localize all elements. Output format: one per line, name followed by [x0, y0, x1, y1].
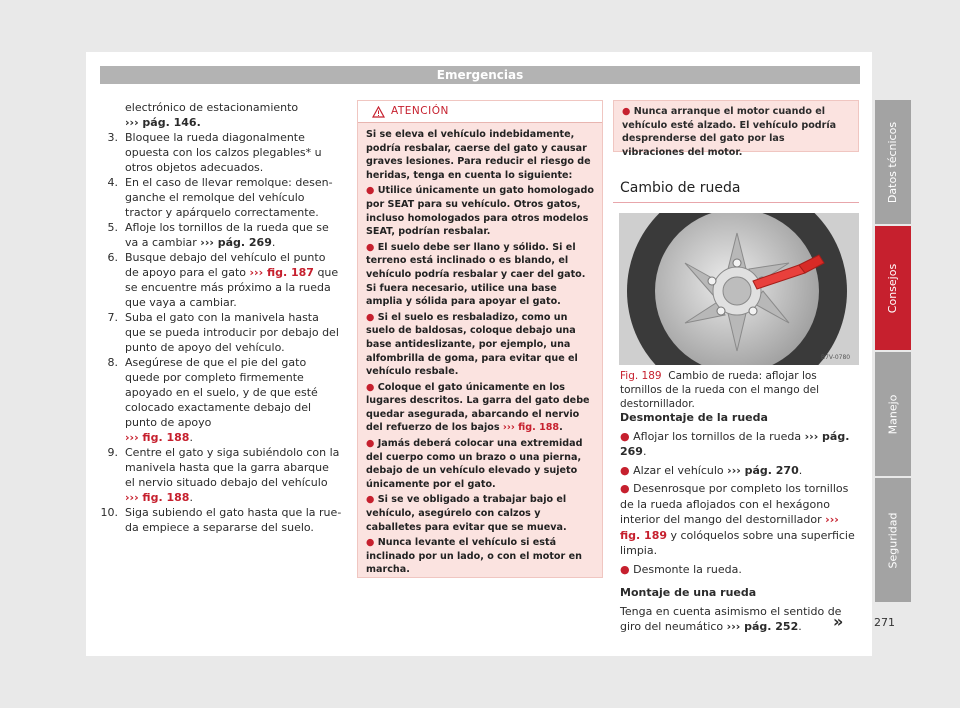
- list-item: 9. Centre el gato y siga subiéndolo con la manivela hasta que la garra abarque el nervio situado debajo del vehículo ››› fig. 188.: [107, 446, 340, 504]
- tab-consejos[interactable]: Consejos: [875, 226, 911, 350]
- list-item: ● Desenrosque por completo los tornillos de la rueda aflojados con el hexágono interior del mango del destornillador ››› fig. 189 y colóquelos sobre una superficie limpia.: [620, 482, 855, 557]
- list-item: ● Jamás deberá colocar una extremidad del cuerpo como un brazo o una pierna, debajo de un vehículo elevado y sujeto únicamente por el gato.: [366, 438, 583, 490]
- figure-ref[interactable]: ››› fig. 188: [125, 431, 190, 444]
- montaje-text: Tenga en cuenta asimismo el sentido de giro del neumático ››› pág. 252.: [620, 604, 842, 633]
- subsection-title: Montaje de una rueda: [620, 586, 757, 599]
- warning-intro: Si se eleva el vehículo indebidamente, podría resbalar, caerse del gato y causar graves lesiones. Para reducir el riesgo de heridas, tenga en cuenta lo siguiente:: [366, 129, 591, 181]
- section-title: Cambio de rueda: [620, 180, 741, 196]
- list-item: 5. Afloje los tornillos de la rueda que se va a cambiar ››› pág. 269.: [107, 221, 329, 249]
- page-ref[interactable]: ››› pág. 269: [200, 236, 272, 249]
- list-item: ● Nunca levante el vehículo si está inclinado por un lado, o con el motor en marcha.: [366, 537, 582, 576]
- chapter-header: Emergencias: [100, 66, 860, 84]
- warning-title: ATENCIÓN: [391, 104, 449, 117]
- figure-label: Fig. 189: [620, 370, 662, 382]
- tab-datos-tecnicos[interactable]: Datos técnicos: [875, 100, 911, 224]
- warning-box: [357, 100, 603, 578]
- figure-caption: Fig. 189 Cambio de rueda: aflojar los tornillos de la rueda con el mango del destornillador.: [620, 370, 820, 410]
- instructions-column: [620, 410, 862, 635]
- list-item: 8. Asegúrese de que el pie del gato quede por completo firmemente apoyado en el suelo, y de que esté colocado exactamente debajo del punto de apoyo ››› fig. 188.: [107, 356, 318, 444]
- continue-arrow-icon: »: [833, 612, 844, 631]
- list-item: ● Coloque el gato únicamente en los lugares descritos. La garra del gato debe quedar asegurada, abarcando el nervio del refuerzo de los bajos ››› fig. 188.: [366, 381, 590, 434]
- list-item: ● Utilice únicamente un gato homologado por SEAT para su vehículo. Otros gatos, incluso homologados para otros modelos SEAT, podrían resbalar.: [366, 185, 594, 238]
- figure-ref[interactable]: ››› fig. 188: [125, 491, 190, 504]
- list-item: 6. Busque debajo del vehículo el punto de apoyo para el gato ››› fig. 187 que se encuentre más próximo a la rueda que vaya a cambiar.: [107, 251, 339, 309]
- hub-logo-icon: [723, 277, 751, 305]
- page-ref[interactable]: ››› pág. 146.: [125, 116, 201, 129]
- list-item: ● Aflojar los tornillos de la rueda ››› pág. 269.: [620, 429, 850, 458]
- list-item: ● Desmonte la rueda.: [620, 562, 742, 576]
- note-box: ● Nunca arranque el motor cuando el vehículo esté alzado. El vehículo podría desprenderse del gato por las vibraciones del motor.: [613, 100, 859, 152]
- list-item: 10. Siga subiendo el gato hasta que la rueda empiece a separarse del suelo.: [100, 506, 342, 534]
- figure-ref[interactable]: ››› fig. 187: [249, 266, 314, 279]
- warning-header: [358, 101, 602, 123]
- warning-body: [358, 123, 602, 577]
- steps-list: [100, 130, 342, 535]
- list-item: ● Si se ve obligado a trabajar bajo el vehículo, asegúrelo con calzos y caballetes para evitar que se mueva.: [366, 494, 567, 533]
- wheel-figure: [619, 213, 859, 365]
- figure-ref[interactable]: ››› fig. 189: [620, 513, 839, 542]
- figure-ref[interactable]: ››› fig. 188: [502, 422, 560, 434]
- list-item: ● Alzar el vehículo ››› pág. 270.: [620, 463, 803, 477]
- page-ref[interactable]: ››› pág. 269: [620, 429, 850, 458]
- list-item: 3. Bloquee la rueda diagonalmente opuesta con los calzos plegables* u otros objetos adecuados.: [107, 131, 322, 174]
- page-number: 271: [874, 616, 895, 629]
- figure-code: B7V-0780: [821, 354, 851, 361]
- tab-manejo[interactable]: Manejo: [875, 352, 911, 476]
- note-text: Nunca arranque el motor cuando el vehículo esté alzado. El vehículo podría desprenderse del gato por las vibraciones del motor.: [622, 106, 837, 158]
- wheel-illustration: [619, 213, 859, 365]
- steps-column: [100, 100, 342, 535]
- subsection-title: Desmontaje de la rueda: [620, 411, 768, 424]
- list-item: ● Si el suelo es resbaladizo, como un suelo de baldosas, coloque debajo una base antideslizante, por ejemplo, una alfombrilla de goma, para evitar que el vehículo resbale.: [366, 311, 578, 378]
- intro-text: electrónico de estacionamiento ››› pág. 146.: [125, 101, 299, 129]
- list-item: 7. Suba el gato con la manivela hasta que se pueda introducir por debajo del punto de apoyo del vehículo.: [107, 311, 339, 354]
- page-ref[interactable]: ››› pág. 252: [726, 620, 799, 633]
- section-divider: [613, 202, 859, 203]
- tab-seguridad[interactable]: Seguridad: [875, 478, 911, 602]
- list-item: 4. En el caso de llevar remolque: desenganche el remolque del vehículo tractor y apárquelo correctamente.: [107, 176, 333, 219]
- list-item: ● El suelo debe ser llano y sólido. Si el terreno está inclinado o es blando, el vehículo podría resbalar y caer del gato. Si fuera necesario, utilice una base amplia y sólida para apoyar el gato.: [366, 241, 586, 308]
- chapter-tabs: [875, 100, 911, 604]
- warning-triangle-icon: [372, 106, 385, 118]
- page-ref[interactable]: ››› pág. 270: [727, 463, 799, 477]
